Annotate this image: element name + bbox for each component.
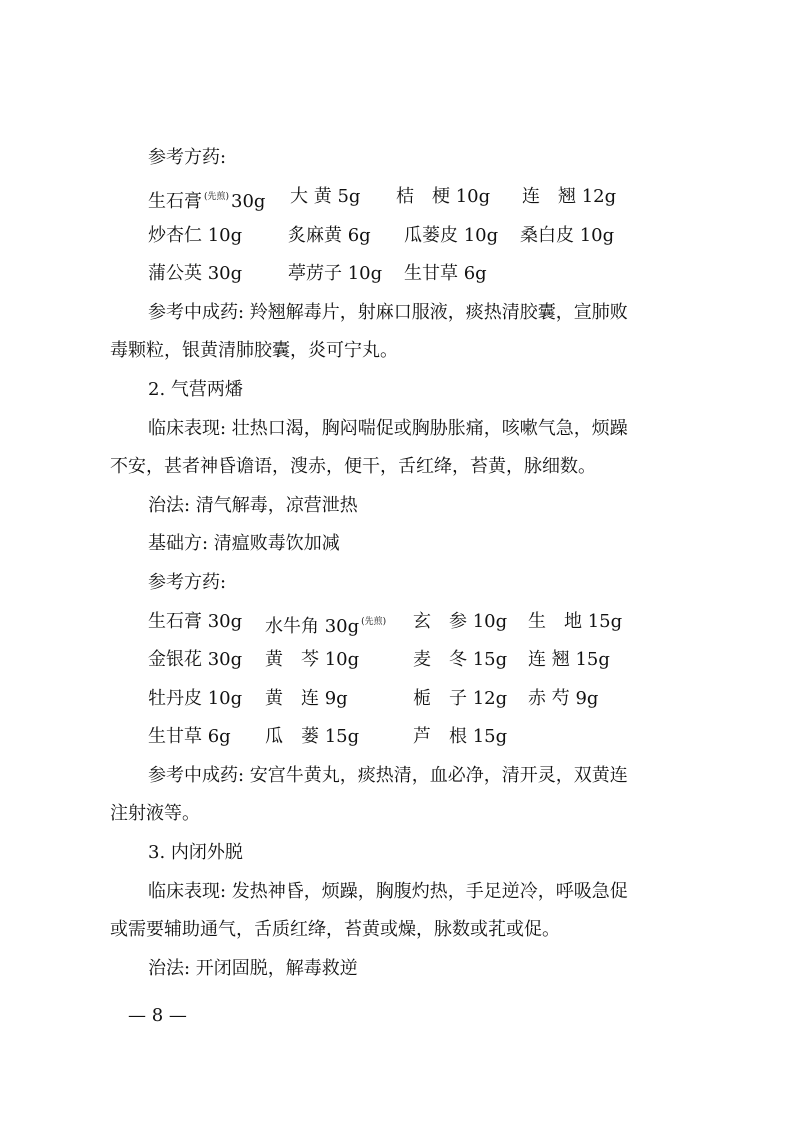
herb-item: 金银花 30g xyxy=(148,649,243,670)
herb-item: 黄 芩 10g xyxy=(265,649,360,670)
patent-medicine-text: 毒颗粒，银黄清肺胶囊，炎可宁丸。 xyxy=(110,340,398,361)
herb-row xyxy=(148,726,708,748)
herb-item: 牡丹皮 10g xyxy=(148,688,243,709)
ref-formula-heading: 参考方药: xyxy=(148,147,227,168)
patent-medicine-text: 参考中成药: 安宫牛黄丸，痰热清，血必净，清开灵，双黄连 xyxy=(148,765,628,786)
herb-item: 栀 子 12g xyxy=(413,688,508,709)
herb-item: 炒杏仁 10g xyxy=(148,225,243,246)
treatment-text: 治法: 开闭固脱，解毒救逆 xyxy=(148,958,358,979)
clinical-text: 或需要辅助通气，舌质红绛，苔黄或燥，脉数或芤或促。 xyxy=(110,919,560,940)
patent-medicine-text: 注射液等。 xyxy=(110,803,200,824)
herb-item: 生石膏 30g xyxy=(148,611,243,632)
herb-item: 连 翘 15g xyxy=(528,649,610,670)
herb-item: 生石膏 $^{(先煎)}$ 30g xyxy=(148,191,266,212)
herb-item: 大 黄 5g xyxy=(290,186,361,207)
base-formula-text: 基础方: 清瘟败毒饮加减 xyxy=(148,533,340,554)
herb-item: 蒲公英 30g xyxy=(148,263,243,284)
herb-item: 生甘草 6g xyxy=(148,726,231,747)
herb-item: 生甘草 6g xyxy=(404,263,487,284)
herb-item: 桔 梗 10g xyxy=(396,186,491,207)
ref-formula-heading: 参考方药: xyxy=(148,572,227,593)
herb-row xyxy=(148,688,708,710)
herb-item: 葶苈子 10g xyxy=(288,263,383,284)
herb-item: 瓜蒌皮 10g xyxy=(404,225,499,246)
herb-item: 桑白皮 10g xyxy=(520,225,615,246)
clinical-text: 临床表现: 发热神昏，烦躁，胸腹灼热，手足逆冷，呼吸急促 xyxy=(148,881,628,902)
herb-item: 麦 冬 15g xyxy=(413,649,508,670)
herb-item: 连 翘 12g xyxy=(522,186,617,207)
section-title: 3. 内闭外脱 xyxy=(148,842,243,863)
herb-item: 玄 参 10g xyxy=(413,611,508,632)
herb-item: 炙麻黄 6g xyxy=(288,225,371,246)
clinical-text: 不安，甚者神昏谵语，溲赤，便干，舌红绛，苔黄，脉细数。 xyxy=(110,456,596,477)
herb-item: 黄 连 9g xyxy=(265,688,348,709)
herb-row xyxy=(148,225,708,247)
herb-row xyxy=(148,186,708,212)
section-title: 2. 气营两燔 xyxy=(148,379,243,400)
herb-row xyxy=(148,263,708,285)
herb-item: 水牛角 30g $^{(先煎)}$ xyxy=(265,616,387,637)
herb-item: 芦 根 15g xyxy=(413,726,508,747)
herb-item: 生 地 15g xyxy=(528,611,623,632)
herb-item: 赤 芍 9g xyxy=(528,688,599,709)
clinical-text: 临床表现: 壮热口渴，胸闷喘促或胸胁胀痛，咳嗽气急，烦躁 xyxy=(148,418,628,439)
page-number: — 8 — xyxy=(128,1005,187,1026)
herb-item: 瓜 蒌 15g xyxy=(265,726,360,747)
treatment-text: 治法: 清气解毒，凉营泄热 xyxy=(148,495,358,516)
herb-row xyxy=(148,649,708,671)
patent-medicine-text: 参考中成药: 羚翘解毒片，射麻口服液，痰热清胶囊，宣肺败 xyxy=(148,302,628,323)
herb-row xyxy=(148,611,708,637)
